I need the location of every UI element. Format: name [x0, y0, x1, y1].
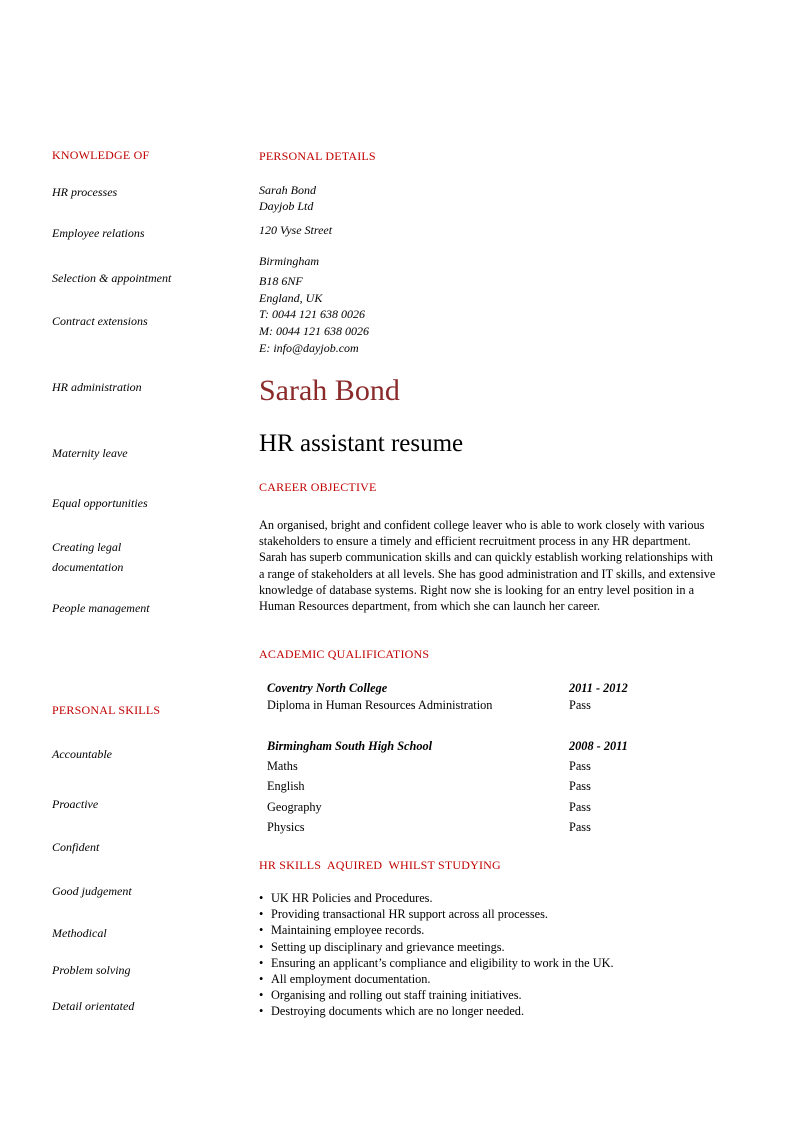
college-result: Pass [569, 698, 591, 712]
contact-mobile: M: 0044 121 638 0026 [259, 324, 369, 338]
school-name: Birmingham South High School [267, 739, 433, 753]
contact-company: Dayjob Ltd [259, 199, 314, 213]
knowledge-item: HR administration [52, 380, 142, 394]
school-result: Pass [569, 779, 591, 793]
contact-phone: T: 0044 121 638 0026 [259, 307, 366, 321]
document-title: HR assistant resume [259, 430, 464, 457]
skill-item: Proactive [52, 797, 99, 811]
skill-item: Detail orientated [52, 999, 135, 1013]
school-subject: Physics [267, 820, 305, 834]
personal-details-heading: PERSONAL DETAILS [259, 149, 376, 163]
contact-country: England, UK [259, 291, 323, 305]
knowledge-item: Maternity leave [52, 446, 128, 460]
college-years: 2011 - 2012 [569, 681, 628, 695]
hr-skills-heading: HR SKILLS AQUIRED WHILST STUDYING [259, 858, 501, 872]
skill-item: Accountable [52, 747, 112, 761]
knowledge-item: documentation [52, 560, 124, 574]
school-result: Pass [569, 759, 591, 773]
college-subject: Diploma in Human Resources Administration [267, 698, 493, 712]
skill-item: Confident [52, 840, 100, 854]
knowledge-item: Selection & appointment [52, 271, 172, 285]
contact-postcode: B18 6NF [259, 274, 303, 288]
knowledge-item: Creating legal [52, 540, 122, 554]
knowledge-heading: KNOWLEDGE OF [52, 148, 150, 162]
knowledge-item: Employee relations [52, 226, 145, 240]
college-name: Coventry North College [267, 681, 388, 695]
hr-skill-item: • UK HR Policies and Procedures. [259, 891, 433, 906]
candidate-name: Sarah Bond [259, 374, 400, 407]
skills-heading: PERSONAL SKILLS [52, 703, 161, 717]
hr-skill-item: • Ensuring an applicant’s compliance and eligibility to work in the UK. [259, 956, 614, 971]
knowledge-item: Equal opportunities [52, 496, 148, 510]
contact-city: Birmingham [259, 254, 319, 268]
skill-item: Good judgement [52, 884, 132, 898]
hr-skill-item: • All employment documentation. [259, 972, 431, 987]
contact-street: 120 Vyse Street [259, 223, 333, 237]
hr-skill-item: • Destroying documents which are no longer needed. [259, 1004, 524, 1019]
knowledge-item: HR processes [52, 185, 118, 199]
hr-skill-item: • Setting up disciplinary and grievance meetings. [259, 940, 505, 955]
career-objective-text: An organised, bright and confident college leaver who is able to work closely with various stakeholders to ensure a timely and efficient recruitment process in any HR department. Sarah has superb communication skills and can quickly establish working relationships with a range of stakeholders at all levels. She has good administration and IT skills, and extensive knowledge of database systems. Right now she is looking for an entry level position in a Human Resources department, from which she can launch her career. [259, 518, 716, 614]
school-result: Pass [569, 800, 591, 814]
contact-name: Sarah Bond [259, 183, 316, 197]
knowledge-item: Contract extensions [52, 314, 148, 328]
hr-skill-item: • Organising and rolling out staff training initiatives. [259, 988, 522, 1003]
school-subject: English [267, 779, 305, 793]
skill-item: Methodical [52, 926, 107, 940]
school-result: Pass [569, 820, 591, 834]
school-years: 2008 - 2011 [569, 739, 628, 753]
skill-item: Problem solving [52, 963, 131, 977]
academic-heading: ACADEMIC QUALIFICATIONS [259, 647, 430, 661]
school-subject: Maths [267, 759, 298, 773]
knowledge-item: People management [52, 601, 150, 615]
hr-skill-item: • Providing transactional HR support across all processes. [259, 907, 548, 922]
contact-email: E: info@dayjob.com [259, 341, 359, 355]
hr-skill-item: • Maintaining employee records. [259, 923, 424, 938]
career-objective-heading: CAREER OBJECTIVE [259, 480, 377, 494]
school-subject: Geography [267, 800, 322, 814]
